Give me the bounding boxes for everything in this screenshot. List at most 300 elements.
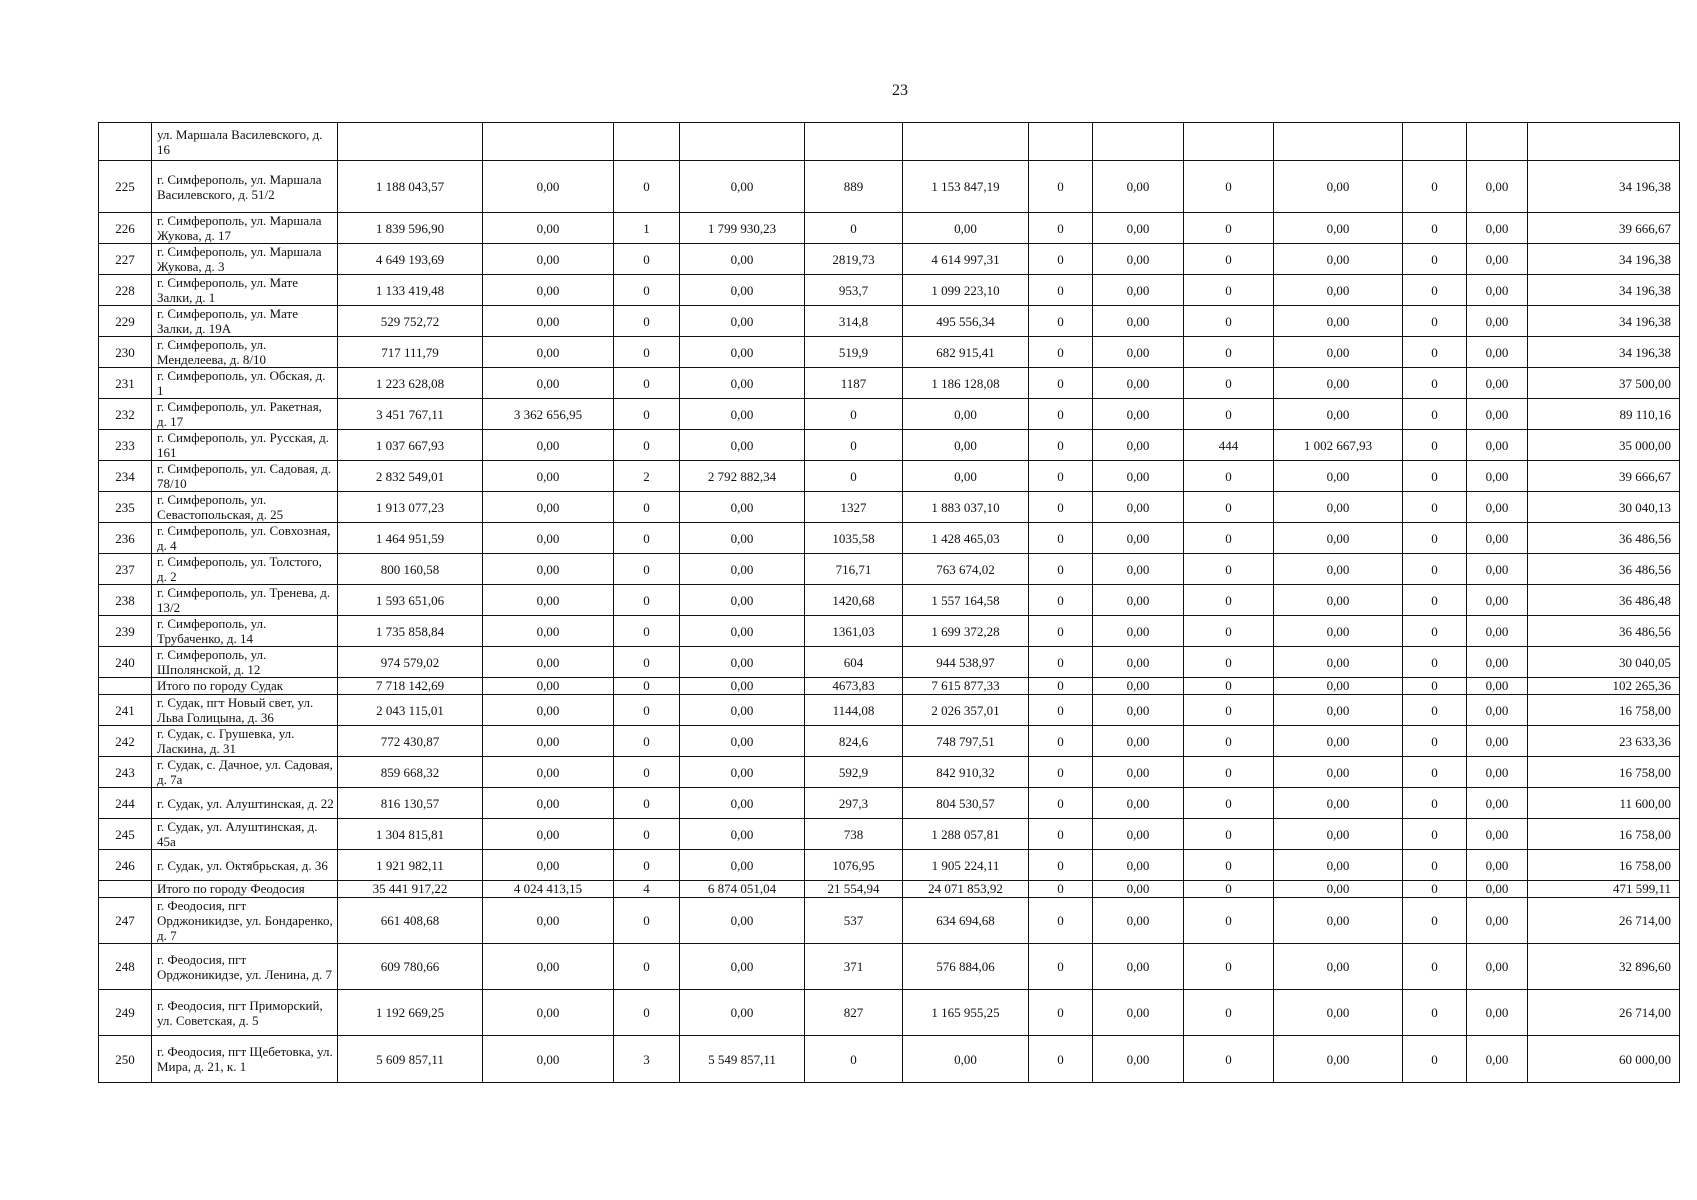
value-cell: 0,00 (1274, 944, 1403, 990)
value-cell: 5 609 857,11 (338, 1036, 483, 1083)
value-cell: 0,00 (1093, 585, 1184, 616)
value-cell: 0 (1029, 461, 1093, 492)
value-cell: 1 428 465,03 (903, 523, 1029, 554)
row-number-cell: 242 (99, 726, 152, 757)
value-cell: 0,00 (1467, 757, 1528, 788)
value-cell: 0,00 (483, 944, 614, 990)
value-cell (805, 123, 903, 161)
table-row (99, 306, 1680, 337)
value-cell: 0,00 (483, 161, 614, 213)
value-cell: 26 714,00 (1528, 990, 1680, 1036)
value-cell: 0 (1403, 788, 1467, 819)
value-cell: 0 (1403, 944, 1467, 990)
value-cell: 0,00 (1467, 523, 1528, 554)
value-cell: 0 (614, 161, 680, 213)
value-cell: 0,00 (483, 523, 614, 554)
table-row (99, 726, 1680, 757)
value-cell: 0,00 (680, 990, 805, 1036)
address-cell: г. Симферополь, ул. Маршала Жукова, д. 3 (152, 244, 338, 275)
value-cell: 0,00 (483, 788, 614, 819)
address-cell: г. Судак, ул. Октябрьская, д. 36 (152, 850, 338, 881)
value-cell (1093, 123, 1184, 161)
value-cell: 6 874 051,04 (680, 881, 805, 898)
row-number-cell: 231 (99, 368, 152, 399)
table-total-row (99, 881, 1680, 898)
value-cell: 1 699 372,28 (903, 616, 1029, 647)
value-cell: 0,00 (1093, 337, 1184, 368)
table-row (99, 898, 1680, 944)
value-cell: 0,00 (1093, 881, 1184, 898)
value-cell: 0,00 (1274, 850, 1403, 881)
value-cell: 1 153 847,19 (903, 161, 1029, 213)
row-number-cell (99, 123, 152, 161)
value-cell: 0,00 (1467, 616, 1528, 647)
value-cell: 0,00 (1093, 461, 1184, 492)
value-cell: 0,00 (680, 944, 805, 990)
address-cell: ул. Маршала Василевского, д. 16 (152, 123, 338, 161)
value-cell: 0 (1184, 523, 1274, 554)
table-row (99, 757, 1680, 788)
value-cell: 0 (1029, 678, 1093, 695)
value-cell: 0 (1403, 161, 1467, 213)
value-cell: 0,00 (1274, 678, 1403, 695)
value-cell: 0,00 (1093, 244, 1184, 275)
value-cell: 0 (1403, 819, 1467, 850)
table-row (99, 647, 1680, 678)
value-cell: 0 (1029, 850, 1093, 881)
value-cell: 0,00 (680, 585, 805, 616)
value-cell: 859 668,32 (338, 757, 483, 788)
value-cell (903, 123, 1029, 161)
address-cell: г. Симферополь, ул. Ракетная, д. 17 (152, 399, 338, 430)
value-cell: 0 (1184, 850, 1274, 881)
value-cell: 0,00 (1274, 337, 1403, 368)
value-cell: 0 (805, 213, 903, 244)
table-row (99, 213, 1680, 244)
value-cell: 0,00 (1093, 399, 1184, 430)
value-cell: 0,00 (1093, 726, 1184, 757)
address-cell: г. Симферополь, ул. Тренева, д. 13/2 (152, 585, 338, 616)
value-cell: 0,00 (680, 523, 805, 554)
value-cell: 804 530,57 (903, 788, 1029, 819)
address-cell: г. Судак, ул. Алуштинская, д. 45а (152, 819, 338, 850)
address-cell: г. Феодосия, пгт Приморский, ул. Советская, д. 5 (152, 990, 338, 1036)
value-cell: 0,00 (1274, 523, 1403, 554)
value-cell: 0 (1403, 881, 1467, 898)
value-cell: 0 (1029, 647, 1093, 678)
total-label-cell: Итого по городу Феодосия (152, 881, 338, 898)
value-cell: 0 (1029, 554, 1093, 585)
value-cell: 0,00 (1467, 585, 1528, 616)
address-cell: г. Судак, ул. Алуштинская, д. 22 (152, 788, 338, 819)
value-cell: 0,00 (1274, 461, 1403, 492)
value-cell: 0,00 (1274, 161, 1403, 213)
value-cell: 0,00 (1274, 898, 1403, 944)
value-cell: 0 (1029, 337, 1093, 368)
value-cell: 1 593 651,06 (338, 585, 483, 616)
value-cell: 953,7 (805, 275, 903, 306)
value-cell: 36 486,56 (1528, 616, 1680, 647)
value-cell: 0 (1184, 647, 1274, 678)
row-number-cell: 247 (99, 898, 152, 944)
value-cell: 609 780,66 (338, 944, 483, 990)
value-cell: 0,00 (1093, 990, 1184, 1036)
value-cell: 0,00 (1467, 244, 1528, 275)
row-number-cell: 229 (99, 306, 152, 337)
value-cell: 0,00 (680, 819, 805, 850)
value-cell: 0,00 (680, 757, 805, 788)
value-cell: 772 430,87 (338, 726, 483, 757)
value-cell: 0 (1029, 695, 1093, 726)
value-cell: 24 071 853,92 (903, 881, 1029, 898)
value-cell: 1361,03 (805, 616, 903, 647)
value-cell: 1 (614, 213, 680, 244)
table-row (99, 337, 1680, 368)
value-cell: 0 (614, 819, 680, 850)
table-row (99, 430, 1680, 461)
value-cell: 0,00 (680, 726, 805, 757)
value-cell: 0,00 (1093, 492, 1184, 523)
value-cell: 1 905 224,11 (903, 850, 1029, 881)
value-cell: 0 (1184, 678, 1274, 695)
table-body (99, 123, 1680, 1083)
value-cell: 0 (614, 523, 680, 554)
value-cell: 800 160,58 (338, 554, 483, 585)
value-cell: 0 (1029, 523, 1093, 554)
value-cell (1403, 123, 1467, 161)
value-cell: 0 (1403, 523, 1467, 554)
value-cell: 0 (614, 368, 680, 399)
value-cell: 0,00 (680, 616, 805, 647)
value-cell: 0 (614, 554, 680, 585)
row-number-cell: 238 (99, 585, 152, 616)
value-cell: 2 026 357,01 (903, 695, 1029, 726)
value-cell: 0 (1029, 275, 1093, 306)
value-cell: 0,00 (1093, 368, 1184, 399)
value-cell: 1035,58 (805, 523, 903, 554)
value-cell: 0,00 (680, 161, 805, 213)
table-row (99, 399, 1680, 430)
row-number-cell: 226 (99, 213, 152, 244)
value-cell: 4673,83 (805, 678, 903, 695)
value-cell: 36 486,48 (1528, 585, 1680, 616)
value-cell: 16 758,00 (1528, 695, 1680, 726)
value-cell: 444 (1184, 430, 1274, 461)
value-cell: 0,00 (680, 554, 805, 585)
value-cell: 1 288 057,81 (903, 819, 1029, 850)
value-cell: 0,00 (483, 616, 614, 647)
value-cell: 1327 (805, 492, 903, 523)
value-cell: 0,00 (1467, 337, 1528, 368)
value-cell: 0 (1029, 616, 1093, 647)
value-cell: 471 599,11 (1528, 881, 1680, 898)
row-number-cell: 236 (99, 523, 152, 554)
row-number-cell: 233 (99, 430, 152, 461)
value-cell: 0 (1029, 244, 1093, 275)
row-number-cell: 246 (99, 850, 152, 881)
value-cell: 35 000,00 (1528, 430, 1680, 461)
address-cell: г. Судак, пгт Новый свет, ул. Льва Голицына, д. 36 (152, 695, 338, 726)
address-cell: г. Симферополь, ул. Трубаченко, д. 14 (152, 616, 338, 647)
value-cell: 0 (1184, 788, 1274, 819)
value-cell: 0 (1029, 788, 1093, 819)
value-cell: 0 (1184, 819, 1274, 850)
value-cell: 3 (614, 1036, 680, 1083)
value-cell: 529 752,72 (338, 306, 483, 337)
address-cell: г. Судак, с. Грушевка, ул. Ласкина, д. 31 (152, 726, 338, 757)
value-cell: 0,00 (1467, 213, 1528, 244)
row-number-cell: 232 (99, 399, 152, 430)
value-cell: 816 130,57 (338, 788, 483, 819)
table-row (99, 990, 1680, 1036)
value-cell: 0,00 (680, 647, 805, 678)
value-cell: 0,00 (1093, 430, 1184, 461)
value-cell: 1 921 982,11 (338, 850, 483, 881)
value-cell: 3 451 767,11 (338, 399, 483, 430)
value-cell: 0,00 (1467, 898, 1528, 944)
address-cell: г. Судак, с. Дачное, ул. Садовая, д. 7а (152, 757, 338, 788)
value-cell (1467, 123, 1528, 161)
value-cell: 0 (1029, 944, 1093, 990)
value-cell: 0,00 (1274, 306, 1403, 337)
value-cell: 16 758,00 (1528, 757, 1680, 788)
value-cell: 0 (1403, 461, 1467, 492)
table-row (99, 244, 1680, 275)
value-cell: 0,00 (1467, 1036, 1528, 1083)
value-cell: 0 (1029, 161, 1093, 213)
value-cell: 0 (1184, 492, 1274, 523)
value-cell: 34 196,38 (1528, 161, 1680, 213)
value-cell: 0,00 (903, 461, 1029, 492)
value-cell: 314,8 (805, 306, 903, 337)
value-cell: 0,00 (1093, 161, 1184, 213)
value-cell: 36 486,56 (1528, 523, 1680, 554)
value-cell: 0,00 (680, 306, 805, 337)
value-cell: 0,00 (1274, 492, 1403, 523)
value-cell: 0 (1029, 1036, 1093, 1083)
row-number-cell: 248 (99, 944, 152, 990)
value-cell: 371 (805, 944, 903, 990)
value-cell: 519,9 (805, 337, 903, 368)
value-cell: 4 (614, 881, 680, 898)
value-cell: 0,00 (1274, 399, 1403, 430)
value-cell: 0 (1403, 213, 1467, 244)
value-cell: 21 554,94 (805, 881, 903, 898)
value-cell: 0 (1403, 726, 1467, 757)
value-cell: 4 614 997,31 (903, 244, 1029, 275)
value-cell: 7 718 142,69 (338, 678, 483, 695)
page-number: 23 (892, 82, 908, 99)
value-cell: 0,00 (483, 461, 614, 492)
value-cell: 0,00 (1093, 757, 1184, 788)
address-cell: г. Симферополь, ул. Садовая, д. 78/10 (152, 461, 338, 492)
table-row (99, 461, 1680, 492)
value-cell: 1076,95 (805, 850, 903, 881)
value-cell: 0,00 (680, 678, 805, 695)
value-cell: 1 037 667,93 (338, 430, 483, 461)
table-row (99, 554, 1680, 585)
value-cell: 1 186 128,08 (903, 368, 1029, 399)
value-cell: 634 694,68 (903, 898, 1029, 944)
value-cell: 23 633,36 (1528, 726, 1680, 757)
value-cell: 0 (1403, 244, 1467, 275)
value-cell: 0,00 (483, 554, 614, 585)
value-cell: 3 362 656,95 (483, 399, 614, 430)
value-cell: 7 615 877,33 (903, 678, 1029, 695)
value-cell: 0 (1029, 898, 1093, 944)
value-cell: 0,00 (1274, 695, 1403, 726)
value-cell: 1 304 815,81 (338, 819, 483, 850)
address-cell: г. Симферополь, ул. Мате Залки, д. 19А (152, 306, 338, 337)
value-cell: 0 (805, 1036, 903, 1083)
value-cell: 60 000,00 (1528, 1036, 1680, 1083)
value-cell: 0,00 (483, 850, 614, 881)
row-number-cell: 235 (99, 492, 152, 523)
row-number-cell: 245 (99, 819, 152, 850)
value-cell: 0,00 (1274, 726, 1403, 757)
table-row (99, 944, 1680, 990)
value-cell: 1 099 223,10 (903, 275, 1029, 306)
value-cell: 0,00 (1093, 678, 1184, 695)
value-cell: 0,00 (1467, 881, 1528, 898)
row-number-cell (99, 678, 152, 695)
value-cell (614, 123, 680, 161)
value-cell: 0,00 (483, 678, 614, 695)
value-cell: 35 441 917,22 (338, 881, 483, 898)
table-row (99, 275, 1680, 306)
value-cell: 0,00 (483, 213, 614, 244)
value-cell: 0 (1403, 275, 1467, 306)
value-cell: 748 797,51 (903, 726, 1029, 757)
value-cell: 0 (1184, 898, 1274, 944)
value-cell: 0,00 (1274, 244, 1403, 275)
value-cell: 0,00 (1467, 461, 1528, 492)
value-cell: 0,00 (1093, 554, 1184, 585)
value-cell: 0,00 (1093, 213, 1184, 244)
value-cell: 0,00 (483, 492, 614, 523)
value-cell: 0,00 (1093, 695, 1184, 726)
value-cell: 0,00 (1467, 990, 1528, 1036)
row-number-cell: 225 (99, 161, 152, 213)
value-cell: 0,00 (903, 399, 1029, 430)
value-cell: 0,00 (1093, 275, 1184, 306)
value-cell: 824,6 (805, 726, 903, 757)
value-cell: 1420,68 (805, 585, 903, 616)
value-cell: 0,00 (680, 492, 805, 523)
value-cell: 0,00 (903, 430, 1029, 461)
table-row (99, 850, 1680, 881)
value-cell: 0,00 (680, 850, 805, 881)
address-cell: г. Феодосия, пгт Щебетовка, ул. Мира, д. 21, к. 1 (152, 1036, 338, 1083)
value-cell: 1 913 077,23 (338, 492, 483, 523)
value-cell: 0 (1029, 881, 1093, 898)
table-row (99, 788, 1680, 819)
total-label-cell: Итого по городу Судак (152, 678, 338, 695)
value-cell: 0 (1029, 990, 1093, 1036)
value-cell: 0,00 (1467, 850, 1528, 881)
row-number-cell: 244 (99, 788, 152, 819)
value-cell: 974 579,02 (338, 647, 483, 678)
value-cell: 0,00 (1093, 523, 1184, 554)
value-cell: 0 (614, 850, 680, 881)
value-cell: 0 (1403, 430, 1467, 461)
value-cell: 30 040,13 (1528, 492, 1680, 523)
value-cell: 16 758,00 (1528, 819, 1680, 850)
value-cell: 0 (1403, 306, 1467, 337)
table-row (99, 616, 1680, 647)
value-cell: 4 649 193,69 (338, 244, 483, 275)
value-cell: 1 223 628,08 (338, 368, 483, 399)
value-cell: 2 832 549,01 (338, 461, 483, 492)
value-cell: 0,00 (483, 647, 614, 678)
value-cell: 0 (1403, 585, 1467, 616)
value-cell: 0 (614, 647, 680, 678)
value-cell: 0 (1184, 1036, 1274, 1083)
value-cell: 842 910,32 (903, 757, 1029, 788)
value-cell: 0,00 (680, 695, 805, 726)
value-cell: 0 (1029, 585, 1093, 616)
value-cell: 11 600,00 (1528, 788, 1680, 819)
value-cell: 0,00 (1274, 368, 1403, 399)
value-cell: 0,00 (1274, 554, 1403, 585)
value-cell: 1 133 419,48 (338, 275, 483, 306)
value-cell (1528, 123, 1680, 161)
address-cell: г. Симферополь, ул. Толстого, д. 2 (152, 554, 338, 585)
value-cell: 889 (805, 161, 903, 213)
value-cell: 827 (805, 990, 903, 1036)
row-number-cell: 250 (99, 1036, 152, 1083)
value-cell: 0 (1184, 275, 1274, 306)
address-cell: г. Симферополь, ул. Маршала Василевского, д. 51/2 (152, 161, 338, 213)
value-cell: 0 (1403, 399, 1467, 430)
value-cell: 0 (614, 616, 680, 647)
value-cell: 0,00 (1467, 647, 1528, 678)
value-cell: 0 (614, 788, 680, 819)
value-cell: 0 (614, 898, 680, 944)
value-cell: 0 (1184, 161, 1274, 213)
value-cell: 0,00 (1467, 430, 1528, 461)
value-cell: 0,00 (903, 1036, 1029, 1083)
value-cell: 34 196,38 (1528, 306, 1680, 337)
value-cell: 0 (1029, 213, 1093, 244)
row-number-cell: 249 (99, 990, 152, 1036)
value-cell: 0,00 (483, 990, 614, 1036)
value-cell: 717 111,79 (338, 337, 483, 368)
value-cell: 0,00 (1093, 819, 1184, 850)
value-cell: 0 (1403, 337, 1467, 368)
value-cell: 0 (1184, 461, 1274, 492)
row-number-cell: 241 (99, 695, 152, 726)
value-cell: 0 (1403, 647, 1467, 678)
value-cell: 0 (614, 944, 680, 990)
value-cell: 0,00 (680, 430, 805, 461)
value-cell: 0,00 (1467, 554, 1528, 585)
value-cell: 1 839 596,90 (338, 213, 483, 244)
row-number-cell: 243 (99, 757, 152, 788)
value-cell: 604 (805, 647, 903, 678)
row-number-cell: 228 (99, 275, 152, 306)
value-cell: 26 714,00 (1528, 898, 1680, 944)
value-cell: 0,00 (1093, 898, 1184, 944)
table-row (99, 161, 1680, 213)
table-row (99, 1036, 1680, 1083)
value-cell: 0 (1184, 616, 1274, 647)
value-cell: 0,00 (1467, 819, 1528, 850)
value-cell: 0 (1184, 944, 1274, 990)
value-cell: 0 (614, 726, 680, 757)
value-cell: 0 (805, 430, 903, 461)
value-cell: 30 040,05 (1528, 647, 1680, 678)
